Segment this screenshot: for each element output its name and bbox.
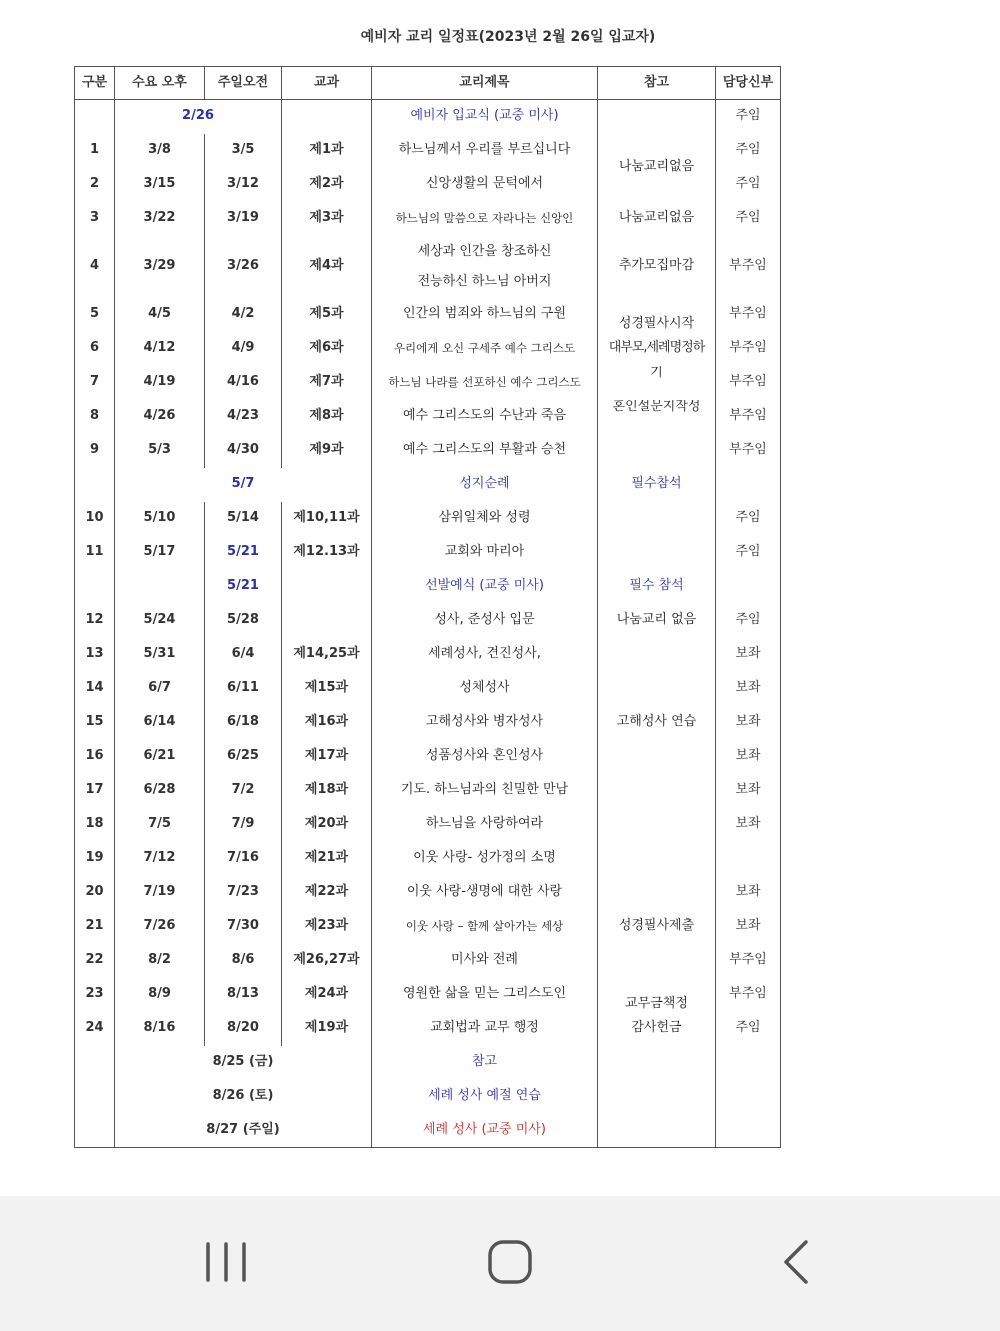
row-priest: 보좌 bbox=[716, 910, 781, 944]
row-sun: 7/2 bbox=[205, 774, 282, 808]
row-lesson: 제6과 bbox=[282, 332, 372, 366]
row-wed: 6/14 bbox=[115, 706, 205, 740]
row-wed: 3/15 bbox=[115, 168, 205, 202]
row-priest: 보좌 bbox=[716, 876, 781, 910]
table-row bbox=[75, 332, 781, 366]
row-wed: 4/26 bbox=[115, 400, 205, 434]
row-sun: 3/26 bbox=[205, 236, 282, 298]
row-ref: 대부모,세례명정하 bbox=[598, 332, 716, 366]
row-lesson: 제24과 bbox=[282, 978, 372, 1012]
row-topic: 이웃 사랑-생명에 대한 사랑 bbox=[372, 876, 598, 910]
event-row-final-3 bbox=[75, 1114, 781, 1148]
header-lesson: 교과 bbox=[282, 67, 372, 100]
row-topic: 하느님 나라를 선포하신 예수 그리스도 bbox=[372, 366, 598, 400]
back-icon bbox=[756, 1232, 836, 1292]
row-priest: 부주임 bbox=[716, 944, 781, 978]
table-row bbox=[75, 400, 781, 434]
event-row-entrance bbox=[75, 100, 781, 134]
row-sun: 5/14 bbox=[205, 502, 282, 536]
row-no: 6 bbox=[75, 332, 115, 366]
row-priest: 주임 bbox=[716, 168, 781, 202]
row-wed: 6/28 bbox=[115, 774, 205, 808]
row-ref: 감사헌금 bbox=[598, 1012, 716, 1046]
row-sun: 8/13 bbox=[205, 978, 282, 1012]
row-topic: 이웃 사랑 – 함께 살아가는 세상 bbox=[372, 910, 598, 944]
row-wed: 3/29 bbox=[115, 236, 205, 298]
row-no: 16 bbox=[75, 740, 115, 774]
home-button[interactable] bbox=[470, 1232, 550, 1292]
row-lesson: 제9과 bbox=[282, 434, 372, 468]
table-row bbox=[75, 774, 781, 808]
row-priest bbox=[716, 842, 781, 876]
row-lesson: 제16과 bbox=[282, 706, 372, 740]
row-topic: 신앙생활의 문턱에서 bbox=[372, 168, 598, 202]
row-topic: 이웃 사랑- 성가정의 소명 bbox=[372, 842, 598, 876]
row-ref: 교무금책정 bbox=[598, 978, 716, 1012]
row-no: 4 bbox=[75, 236, 115, 298]
row-wed: 7/19 bbox=[115, 876, 205, 910]
row-no: 11 bbox=[75, 536, 115, 570]
table-row bbox=[75, 876, 781, 910]
row-no: 8 bbox=[75, 400, 115, 434]
table-row bbox=[75, 502, 781, 536]
row-ref: 성경필사시작 bbox=[598, 298, 716, 332]
row-priest: 부주임 bbox=[716, 366, 781, 400]
row-no: 22 bbox=[75, 944, 115, 978]
row-topic-line-1: 세상과 인간을 창조하신 bbox=[417, 243, 552, 259]
row-no: 19 bbox=[75, 842, 115, 876]
row-lesson: 제12.13과 bbox=[282, 536, 372, 570]
row-lesson: 제20과 bbox=[282, 808, 372, 842]
row-topic-line-2: 전능하신 하느님 아버지 bbox=[417, 273, 552, 289]
row-ref: 성경필사제출 bbox=[598, 910, 716, 944]
row-lesson: 제10,11과 bbox=[282, 502, 372, 536]
event-ref: 필수 참석 bbox=[598, 570, 716, 604]
row-priest: 보좌 bbox=[716, 808, 781, 842]
event-title: 세례 성사 (교중 미사) bbox=[372, 1114, 598, 1148]
row-no: 10 bbox=[75, 502, 115, 536]
row-priest: 보좌 bbox=[716, 638, 781, 672]
row-topic: 교회와 마리아 bbox=[372, 536, 598, 570]
row-priest: 부주임 bbox=[716, 434, 781, 468]
row-lesson: 제19과 bbox=[282, 1012, 372, 1046]
table-row bbox=[75, 978, 781, 1012]
row-priest: 주임 bbox=[716, 202, 781, 236]
row-topic: 하느님을 사랑하여라 bbox=[372, 808, 598, 842]
row-wed: 4/12 bbox=[115, 332, 205, 366]
row-lesson: 제4과 bbox=[282, 236, 372, 298]
table-row bbox=[75, 944, 781, 978]
row-sun: 5/21 bbox=[205, 536, 282, 570]
row-topic: 하느님의 말씀으로 자라나는 신앙인 bbox=[372, 202, 598, 236]
table-row bbox=[75, 740, 781, 774]
row-sun: 7/9 bbox=[205, 808, 282, 842]
table-row bbox=[75, 134, 781, 168]
row-lesson bbox=[282, 604, 372, 638]
row-lesson: 제8과 bbox=[282, 400, 372, 434]
row-lesson: 제5과 bbox=[282, 298, 372, 332]
back-button[interactable] bbox=[756, 1232, 836, 1292]
row-lesson: 제23과 bbox=[282, 910, 372, 944]
row-lesson: 제3과 bbox=[282, 202, 372, 236]
row-sun: 7/23 bbox=[205, 876, 282, 910]
row-topic: 삼위일체와 성령 bbox=[372, 502, 598, 536]
event-row-final-2 bbox=[75, 1080, 781, 1114]
event-date: 8/25 (금) bbox=[115, 1046, 372, 1080]
row-wed: 7/26 bbox=[115, 910, 205, 944]
row-no: 14 bbox=[75, 672, 115, 706]
event-ref: 필수참석 bbox=[598, 468, 716, 502]
event-date: 5/21 bbox=[205, 570, 282, 604]
row-priest: 주임 bbox=[716, 502, 781, 536]
row-no: 12 bbox=[75, 604, 115, 638]
table-row bbox=[75, 808, 781, 842]
row-ref: 고해성사 연습 bbox=[598, 706, 716, 740]
row-sun: 7/30 bbox=[205, 910, 282, 944]
event-row-selection bbox=[75, 570, 781, 604]
row-sun: 6/4 bbox=[205, 638, 282, 672]
recent-apps-icon bbox=[186, 1232, 266, 1292]
row-ref: 나눔교리 없음 bbox=[598, 604, 716, 638]
row-ref: 나눔교리없음 bbox=[598, 202, 716, 236]
row-no: 3 bbox=[75, 202, 115, 236]
row-priest: 부주임 bbox=[716, 298, 781, 332]
row-topic: 기도. 하느님과의 친밀한 만남 bbox=[372, 774, 598, 808]
row-priest: 보좌 bbox=[716, 672, 781, 706]
row-topic: 인간의 범죄와 하느님의 구원 bbox=[372, 298, 598, 332]
event-title: 예비자 입교식 (교중 미사) bbox=[372, 100, 598, 134]
table-row bbox=[75, 236, 781, 298]
row-wed: 4/19 bbox=[115, 366, 205, 400]
row-priest: 부주임 bbox=[716, 978, 781, 1012]
row-wed: 3/8 bbox=[115, 134, 205, 168]
row-wed: 4/5 bbox=[115, 298, 205, 332]
table-row bbox=[75, 842, 781, 876]
row-no: 2 bbox=[75, 168, 115, 202]
row-priest: 주임 bbox=[716, 134, 781, 168]
row-lesson: 제17과 bbox=[282, 740, 372, 774]
row-sun: 3/12 bbox=[205, 168, 282, 202]
table-row bbox=[75, 366, 781, 400]
row-no: 1 bbox=[75, 134, 115, 168]
row-topic: 세례성사, 견진성사, bbox=[372, 638, 598, 672]
row-no: 18 bbox=[75, 808, 115, 842]
row-priest: 부주임 bbox=[716, 236, 781, 298]
row-topic: 우리에게 오신 구세주 예수 그리스도 bbox=[372, 332, 598, 366]
row-topic: 성품성사와 혼인성사 bbox=[372, 740, 598, 774]
row-sun: 8/20 bbox=[205, 1012, 282, 1046]
row-sun: 5/28 bbox=[205, 604, 282, 638]
row-ref: 기 bbox=[598, 366, 716, 400]
row-ref: 나눔교리없음 bbox=[598, 134, 716, 202]
table-row bbox=[75, 1012, 781, 1046]
row-lesson: 제7과 bbox=[282, 366, 372, 400]
row-priest: 주임 bbox=[716, 1012, 781, 1046]
table-row bbox=[75, 672, 781, 706]
event-row-pilgrimage bbox=[75, 468, 781, 502]
row-no: 13 bbox=[75, 638, 115, 672]
row-priest: 보좌 bbox=[716, 774, 781, 808]
row-topic: 고해성사와 병자성사 bbox=[372, 706, 598, 740]
table-row bbox=[75, 298, 781, 332]
row-topic: 성체성사 bbox=[372, 672, 598, 706]
row-topic: 영원한 삶을 믿는 그리스도인 bbox=[372, 978, 598, 1012]
row-sun: 3/5 bbox=[205, 134, 282, 168]
row-priest: 부주임 bbox=[716, 332, 781, 366]
row-no: 20 bbox=[75, 876, 115, 910]
row-no: 23 bbox=[75, 978, 115, 1012]
row-wed: 8/2 bbox=[115, 944, 205, 978]
event-row-final-1 bbox=[75, 1046, 781, 1080]
row-priest: 보좌 bbox=[716, 706, 781, 740]
row-wed: 6/7 bbox=[115, 672, 205, 706]
row-lesson: 제21과 bbox=[282, 842, 372, 876]
row-sun: 6/18 bbox=[205, 706, 282, 740]
row-topic: 교회법과 교무 행정 bbox=[372, 1012, 598, 1046]
row-lesson: 제1과 bbox=[282, 134, 372, 168]
row-ref: 추가모집마감 bbox=[598, 236, 716, 298]
row-no: 24 bbox=[75, 1012, 115, 1046]
row-sun: 4/9 bbox=[205, 332, 282, 366]
event-priest: 주임 bbox=[716, 100, 781, 134]
row-topic: 하느님께서 우리를 부르십니다 bbox=[372, 134, 598, 168]
row-topic: 성사, 준성사 입문 bbox=[372, 604, 598, 638]
header-priest: 담당신부 bbox=[716, 67, 781, 100]
row-lesson: 제26,27과 bbox=[282, 944, 372, 978]
row-no: 15 bbox=[75, 706, 115, 740]
row-lesson: 제2과 bbox=[282, 168, 372, 202]
table-row bbox=[75, 202, 781, 236]
row-sun: 8/6 bbox=[205, 944, 282, 978]
row-wed: 3/22 bbox=[115, 202, 205, 236]
row-lesson: 제18과 bbox=[282, 774, 372, 808]
row-topic: 예수 그리스도의 부활과 승천 bbox=[372, 434, 598, 468]
row-priest: 부주임 bbox=[716, 400, 781, 434]
event-date: 8/27 (주일) bbox=[115, 1114, 372, 1148]
row-priest: 보좌 bbox=[716, 740, 781, 774]
table-row bbox=[75, 706, 781, 740]
table-row bbox=[75, 434, 781, 468]
row-wed: 5/24 bbox=[115, 604, 205, 638]
table-row bbox=[75, 910, 781, 944]
row-sun: 6/11 bbox=[205, 672, 282, 706]
row-sun: 3/19 bbox=[205, 202, 282, 236]
row-wed: 8/16 bbox=[115, 1012, 205, 1046]
schedule-table bbox=[74, 66, 781, 1148]
event-title: 참고 bbox=[372, 1046, 598, 1080]
recent-apps-button[interactable] bbox=[186, 1232, 266, 1292]
row-wed: 5/10 bbox=[115, 502, 205, 536]
event-date: 2/26 bbox=[115, 100, 282, 134]
row-topic: 미사와 전례 bbox=[372, 944, 598, 978]
event-title: 성지순례 bbox=[372, 468, 598, 502]
row-no: 7 bbox=[75, 366, 115, 400]
row-no: 17 bbox=[75, 774, 115, 808]
row-lesson: 제14,25과 bbox=[282, 638, 372, 672]
event-title: 선발예식 (교중 미사) bbox=[372, 570, 598, 604]
row-wed: 5/17 bbox=[115, 536, 205, 570]
row-lesson: 제22과 bbox=[282, 876, 372, 910]
row-no: 5 bbox=[75, 298, 115, 332]
event-date: 5/7 bbox=[115, 468, 372, 502]
row-sun: 4/2 bbox=[205, 298, 282, 332]
row-priest: 주임 bbox=[716, 604, 781, 638]
row-sun: 7/16 bbox=[205, 842, 282, 876]
row-priest: 주임 bbox=[716, 536, 781, 570]
system-navigation-bar bbox=[0, 1196, 1000, 1331]
row-lesson: 제15과 bbox=[282, 672, 372, 706]
row-wed: 7/12 bbox=[115, 842, 205, 876]
row-wed: 7/5 bbox=[115, 808, 205, 842]
header-sun: 주일오전 bbox=[205, 67, 282, 100]
row-wed: 8/9 bbox=[115, 978, 205, 1012]
header-wed: 수요 오후 bbox=[115, 67, 205, 100]
table-row bbox=[75, 638, 781, 672]
row-topic: 예수 그리스도의 수난과 죽음 bbox=[372, 400, 598, 434]
row-sun: 4/23 bbox=[205, 400, 282, 434]
header-no: 구분 bbox=[75, 67, 115, 100]
header-row bbox=[75, 67, 781, 100]
row-wed: 6/21 bbox=[115, 740, 205, 774]
row-sun: 6/25 bbox=[205, 740, 282, 774]
row-topic bbox=[372, 236, 598, 298]
event-title: 세례 성사 예절 연습 bbox=[372, 1080, 598, 1114]
document-title: 예비자 교리 일정표(2023년 2월 26일 입교자) bbox=[360, 29, 656, 45]
row-no: 9 bbox=[75, 434, 115, 468]
header-topic: 교리제목 bbox=[372, 67, 598, 100]
table-row bbox=[75, 604, 781, 638]
event-date: 8/26 (토) bbox=[115, 1080, 372, 1114]
row-wed: 5/31 bbox=[115, 638, 205, 672]
row-sun: 4/30 bbox=[205, 434, 282, 468]
row-wed: 5/3 bbox=[115, 434, 205, 468]
row-no: 21 bbox=[75, 910, 115, 944]
home-icon bbox=[470, 1232, 550, 1292]
row-sun: 4/16 bbox=[205, 366, 282, 400]
table-row bbox=[75, 536, 781, 570]
row-ref: 혼인설문지작성 bbox=[598, 400, 716, 434]
header-ref: 참고 bbox=[598, 67, 716, 100]
